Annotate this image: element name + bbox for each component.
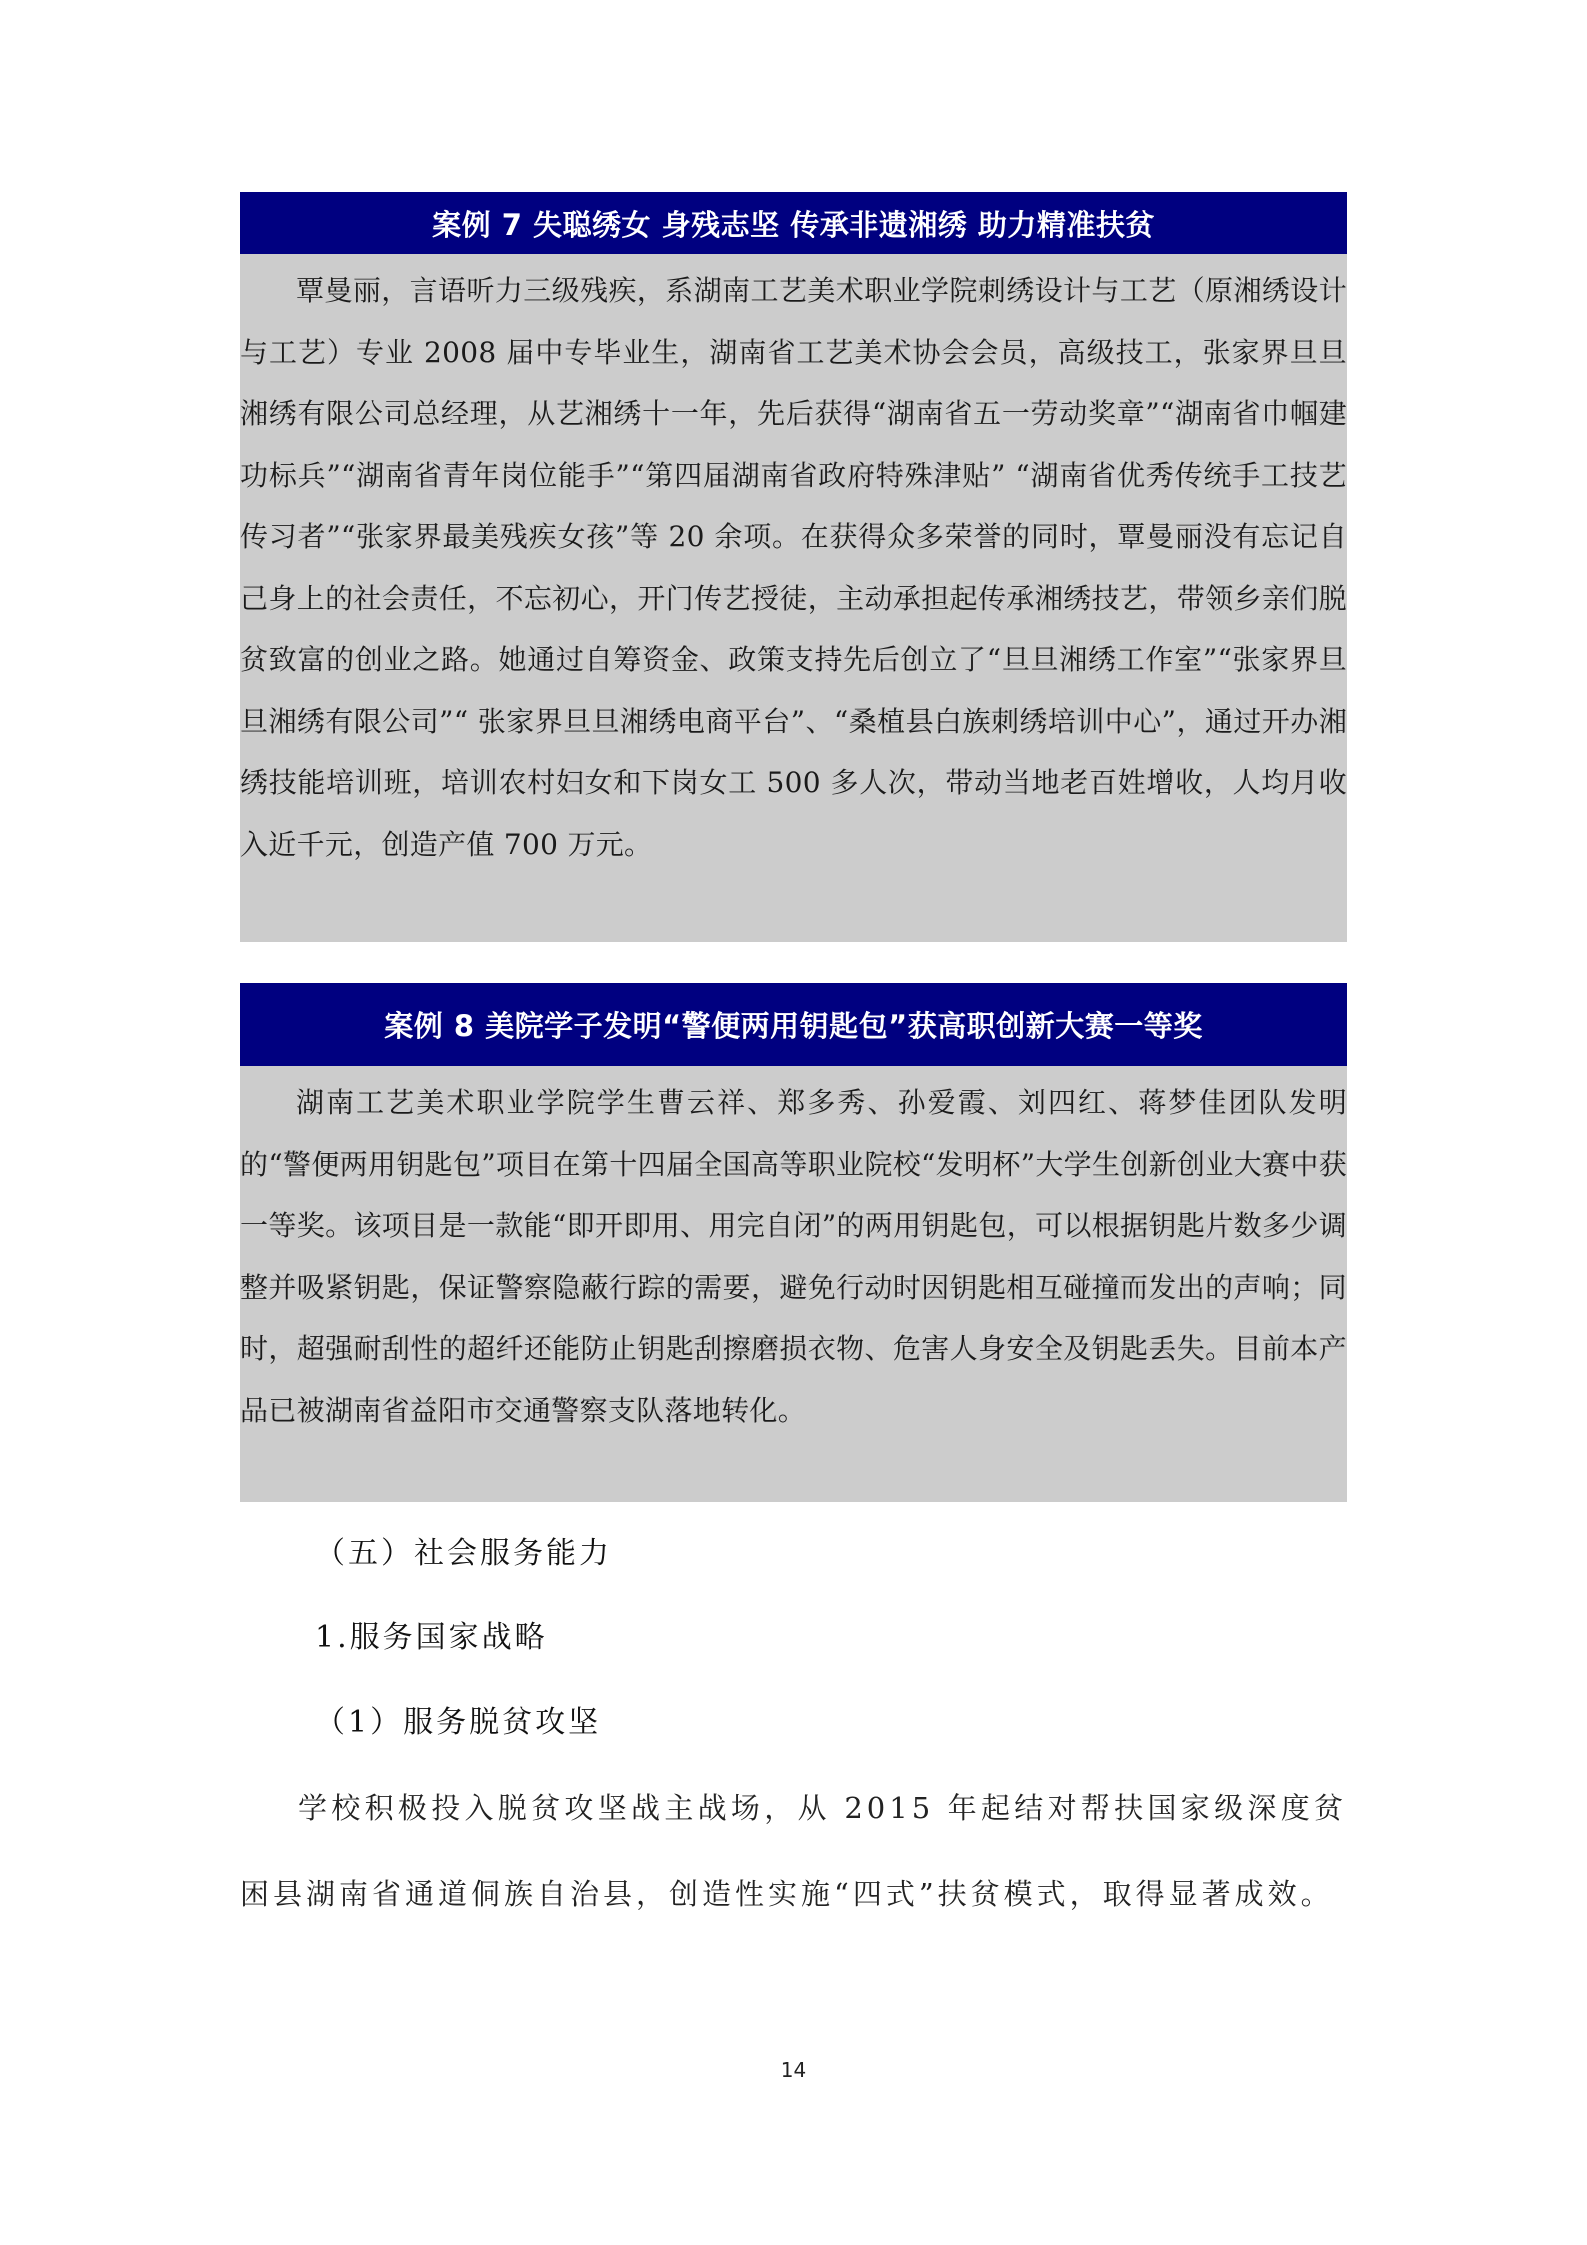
case-7-title: 案例 7 失聪绣女 身残志坚 传承非遗湘绣 助力精准扶贫	[240, 192, 1347, 254]
body-text	[240, 1765, 1347, 1937]
case-8-box	[240, 983, 1347, 1502]
section-heading-1-1: （1）服务脱贫攻坚	[315, 1705, 602, 1740]
body-paragraph: 学校积极投入脱贫攻坚战主战场，从 2015 年起结对帮扶国家级深度贫困县湖南省通道侗族自治县，创造性实施“四式”扶贫模式，取得显著成效。	[240, 1791, 1347, 1911]
case-8-paragraph: 湖南工艺美术职业学院学生曹云祥、郑多秀、孙爱霞、刘四红、蒋梦佳团队发明的“警便两用钥匙包”项目在第十四届全国高等职业院校“发明杯”大学生创新创业大赛中获一等奖。该项目是一款能“即开即用、用完自闭”的两用钥匙包，可以根据钥匙片数多少调整并吸紧钥匙，保证警察隐蔽行踪的需要，避免行动时因钥匙相互碰撞而发出的声响；同时，超强耐刮性的超纤还能防止钥匙刮擦磨损衣物、危害人身安全及钥匙丢失。目前本产品已被湖南省益阳市交通警察支队落地转化。	[240, 1086, 1347, 1427]
case-7-paragraph: 覃曼丽，言语听力三级残疾，系湖南工艺美术职业学院刺绣设计与工艺（原湘绣设计与工艺）专业 2008 届中专毕业生，湖南省工艺美术协会会员，高级技工，张家界旦旦湘绣有限公司总经理，从艺湘绣十一年，先后获得“湖南省五一劳动奖章”“湖南省巾帼建功标兵”“湖南省青年岗位能手”“第四届湖南省政府特殊津贴” “湖南省优秀传统手工技艺传习者”“张家界最美残疾女孩”等 20 余项。在获得众多荣誉的同时，覃曼丽没有忘记自己身上的社会责任，不忘初心，开门传艺授徒，主动承担起传承湘绣技艺，带领乡亲们脱贫致富的创业之路。她通过自筹资金、政策支持先后创立了“旦旦湘绣工作室”“张家界旦旦湘绣有限公司”“ 张家界旦旦湘绣电商平台”、“桑植县白族刺绣培训中心”，通过开办湘绣技能培训班，培训农村妇女和下岗女工 500 多人次，带动当地老百姓增收，人均月收入近千元，创造产值 700 万元。	[240, 274, 1347, 861]
section-heading-5: （五）社会服务能力	[315, 1536, 612, 1571]
section-heading-1: 1.服务国家战略	[315, 1620, 548, 1655]
case-8-title: 案例 8 美院学子发明“警便两用钥匙包”获高职创新大赛一等奖	[240, 983, 1347, 1066]
case-7-box	[240, 192, 1347, 942]
case-7-body	[240, 254, 1347, 942]
case-8-body	[240, 1066, 1347, 1502]
page-number: 14	[780, 2058, 807, 2082]
